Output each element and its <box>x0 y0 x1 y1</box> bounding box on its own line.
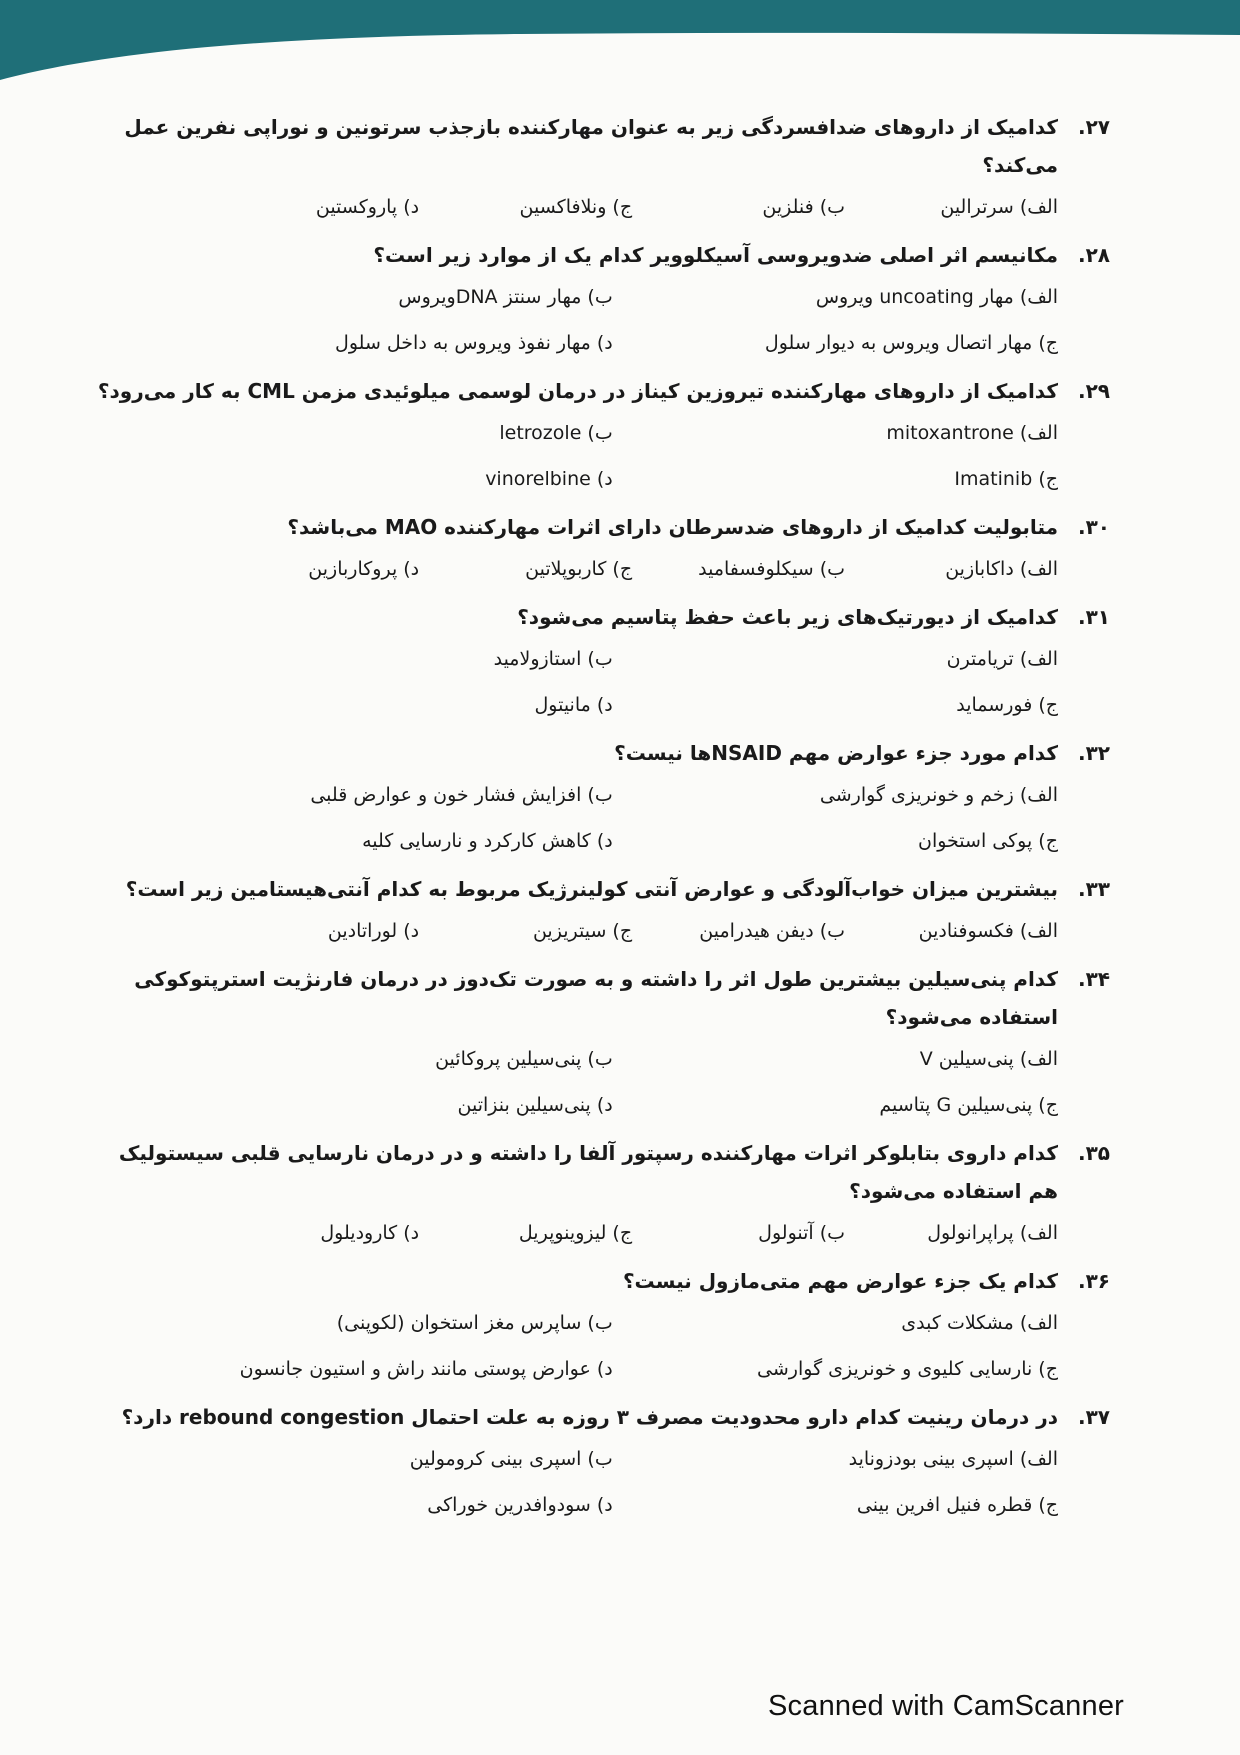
question-number: ۳۵. <box>1077 1141 1110 1165</box>
question-text: کدام مورد جزء عوارض مهم NSAIDها نیست؟ <box>614 741 1058 765</box>
question-text: در درمان رینیت کدام دارو محدودیت مصرف ۳ روزه به علت احتمال rebound congestion دارد؟ <box>121 1405 1058 1429</box>
option-d: د) مانیتول <box>534 694 613 716</box>
question-33 <box>90 870 1110 954</box>
question-number: ۲۷. <box>1077 115 1110 139</box>
question-number: ۳۶. <box>1077 1269 1110 1293</box>
option-d: د) سودوافدرین خوراکی <box>427 1494 613 1516</box>
question-37 <box>90 1398 1110 1528</box>
option-c: ج) مهار اتصال ویروس به دیوار سلول <box>764 332 1058 354</box>
question-text: بیشترین میزان خواب‌آلودگی و عوارض آنتی کولینرژیک مربوط به کدام آنتی‌هیستامین زیر است؟ <box>125 877 1058 901</box>
option-c: ج) سیتریزین <box>532 920 633 942</box>
question-number: ۳۲. <box>1077 741 1110 765</box>
option-a: الف) داکابازین <box>945 558 1058 580</box>
question-30 <box>90 508 1110 592</box>
question-32 <box>90 734 1110 864</box>
option-c: ج) نارسایی کلیوی و خونریزی گوارشی <box>757 1358 1058 1380</box>
camscanner-watermark: Scanned with CamScanner <box>768 1690 1125 1722</box>
option-d: د) مهار نفوذ ویروس به داخل سلول <box>335 332 613 354</box>
question-number: ۳۷. <box>1077 1405 1110 1429</box>
option-c: ج) ونلافاکسین <box>519 196 633 218</box>
option-a: الف) سرترالین <box>940 196 1058 218</box>
option-b: ب) فنلزین <box>762 196 846 218</box>
option-a: الف) mitoxantrone <box>886 422 1058 444</box>
option-d: د) کارودیلول <box>320 1222 420 1244</box>
question-text: کدامیک از داروهای ضدافسردگی زیر به عنوان مهارکننده بازجذب سرتونین و نوراپی نفرین عمل می‌کند؟ <box>124 115 1058 177</box>
option-a: الف) تریامترن <box>946 648 1058 670</box>
option-c: ج) لیزوینوپریل <box>518 1222 633 1244</box>
option-b: ب) سیکلوفسفامید <box>698 558 846 580</box>
question-35 <box>90 1134 1110 1256</box>
option-d: د) پاروکستین <box>315 196 420 218</box>
option-d: د) لوراتادین <box>327 920 420 942</box>
question-29 <box>90 372 1110 502</box>
question-list <box>90 108 1110 1534</box>
question-34 <box>90 960 1110 1128</box>
question-text: متابولیت کدامیک از داروهای ضدسرطان دارای اثرات مهارکننده MAO می‌باشد؟ <box>287 515 1058 539</box>
option-c: ج) پنی‌سیلین G پتاسیم <box>879 1094 1058 1116</box>
option-d: د) کاهش کارکرد و نارسایی کلیه <box>362 830 613 852</box>
question-text: کدامیک از دیورتیک‌های زیر باعث حفظ پتاسیم می‌شود؟ <box>517 605 1058 629</box>
option-a: الف) مشکلات کبدی <box>901 1312 1058 1334</box>
option-a: الف) اسپری بینی بودزوناید <box>848 1448 1058 1470</box>
question-text: کدام پنی‌سیلین بیشترین طول اثر را داشته و به صورت تک‌دوز در درمان فارنژیت استرپتوکوکی استفاده می‌شود؟ <box>134 967 1058 1029</box>
question-27 <box>90 108 1110 230</box>
option-c: ج) پوکی استخوان <box>918 830 1058 852</box>
option-b: ب) ساپرس مغز استخوان (لکوپنی) <box>336 1312 613 1334</box>
question-text: کدام یک جزء عوارض مهم متی‌مازول نیست؟ <box>622 1269 1058 1293</box>
option-a: الف) مهار uncoating ویروس <box>815 286 1058 308</box>
question-28 <box>90 236 1110 366</box>
question-31 <box>90 598 1110 728</box>
question-36 <box>90 1262 1110 1392</box>
top-color-band <box>0 0 1240 95</box>
option-a: الف) پنی‌سیلین V <box>919 1048 1058 1070</box>
option-d: د) پروکاربازین <box>308 558 420 580</box>
option-b: ب) دیفن هیدرامین <box>699 920 846 942</box>
option-b: ب) مهار سنتز DNAویروس <box>398 286 613 308</box>
question-text: کدامیک از داروهای مهارکننده تیروزین کیناز در درمان لوسمی میلوئیدی مزمن CML به کار می‌رود؟ <box>97 379 1058 403</box>
option-c: ج) Imatinib <box>954 468 1058 490</box>
option-c: ج) قطره فنیل افرین بینی <box>856 1494 1058 1516</box>
option-a: الف) زخم و خونریزی گوارشی <box>819 784 1058 806</box>
option-d: د) عوارض پوستی مانند راش و استیون جانسون <box>239 1358 613 1380</box>
question-number: ۲۹. <box>1077 379 1110 403</box>
option-b: ب) پنی‌سیلین پروکائین <box>435 1048 613 1070</box>
option-d: د) پنی‌سیلین بنزاتین <box>457 1094 613 1116</box>
question-text: کدام داروی بتابلوکر اثرات مهارکننده رسپتور آلفا را داشته و در درمان نارسایی قلبی سیستولیک هم استفاده می‌شود؟ <box>118 1141 1058 1203</box>
option-a: الف) فکسوفنادین <box>918 920 1058 942</box>
question-number: ۳۰. <box>1077 515 1110 539</box>
option-b: ب) آتنولول <box>758 1222 846 1244</box>
option-b: ب) استازولامید <box>493 648 613 670</box>
question-number: ۳۴. <box>1077 967 1110 991</box>
option-b: ب) letrozole <box>499 422 613 444</box>
question-text: مکانیسم اثر اصلی ضدویروسی آسیکلوویر کدام یک از موارد زیر است؟ <box>373 243 1058 267</box>
question-number: ۳۳. <box>1077 877 1110 901</box>
question-number: ۲۸. <box>1077 243 1110 267</box>
option-c: ج) کاربوپلاتین <box>525 558 633 580</box>
option-c: ج) فورسماید <box>956 694 1058 716</box>
option-a: الف) پراپرانولول <box>927 1222 1058 1244</box>
option-b: ب) اسپری بینی کرومولین <box>409 1448 613 1470</box>
question-number: ۳۱. <box>1077 605 1110 629</box>
option-b: ب) افزایش فشار خون و عوارض قلبی <box>310 784 613 806</box>
option-d: د) vinorelbine <box>485 468 613 490</box>
